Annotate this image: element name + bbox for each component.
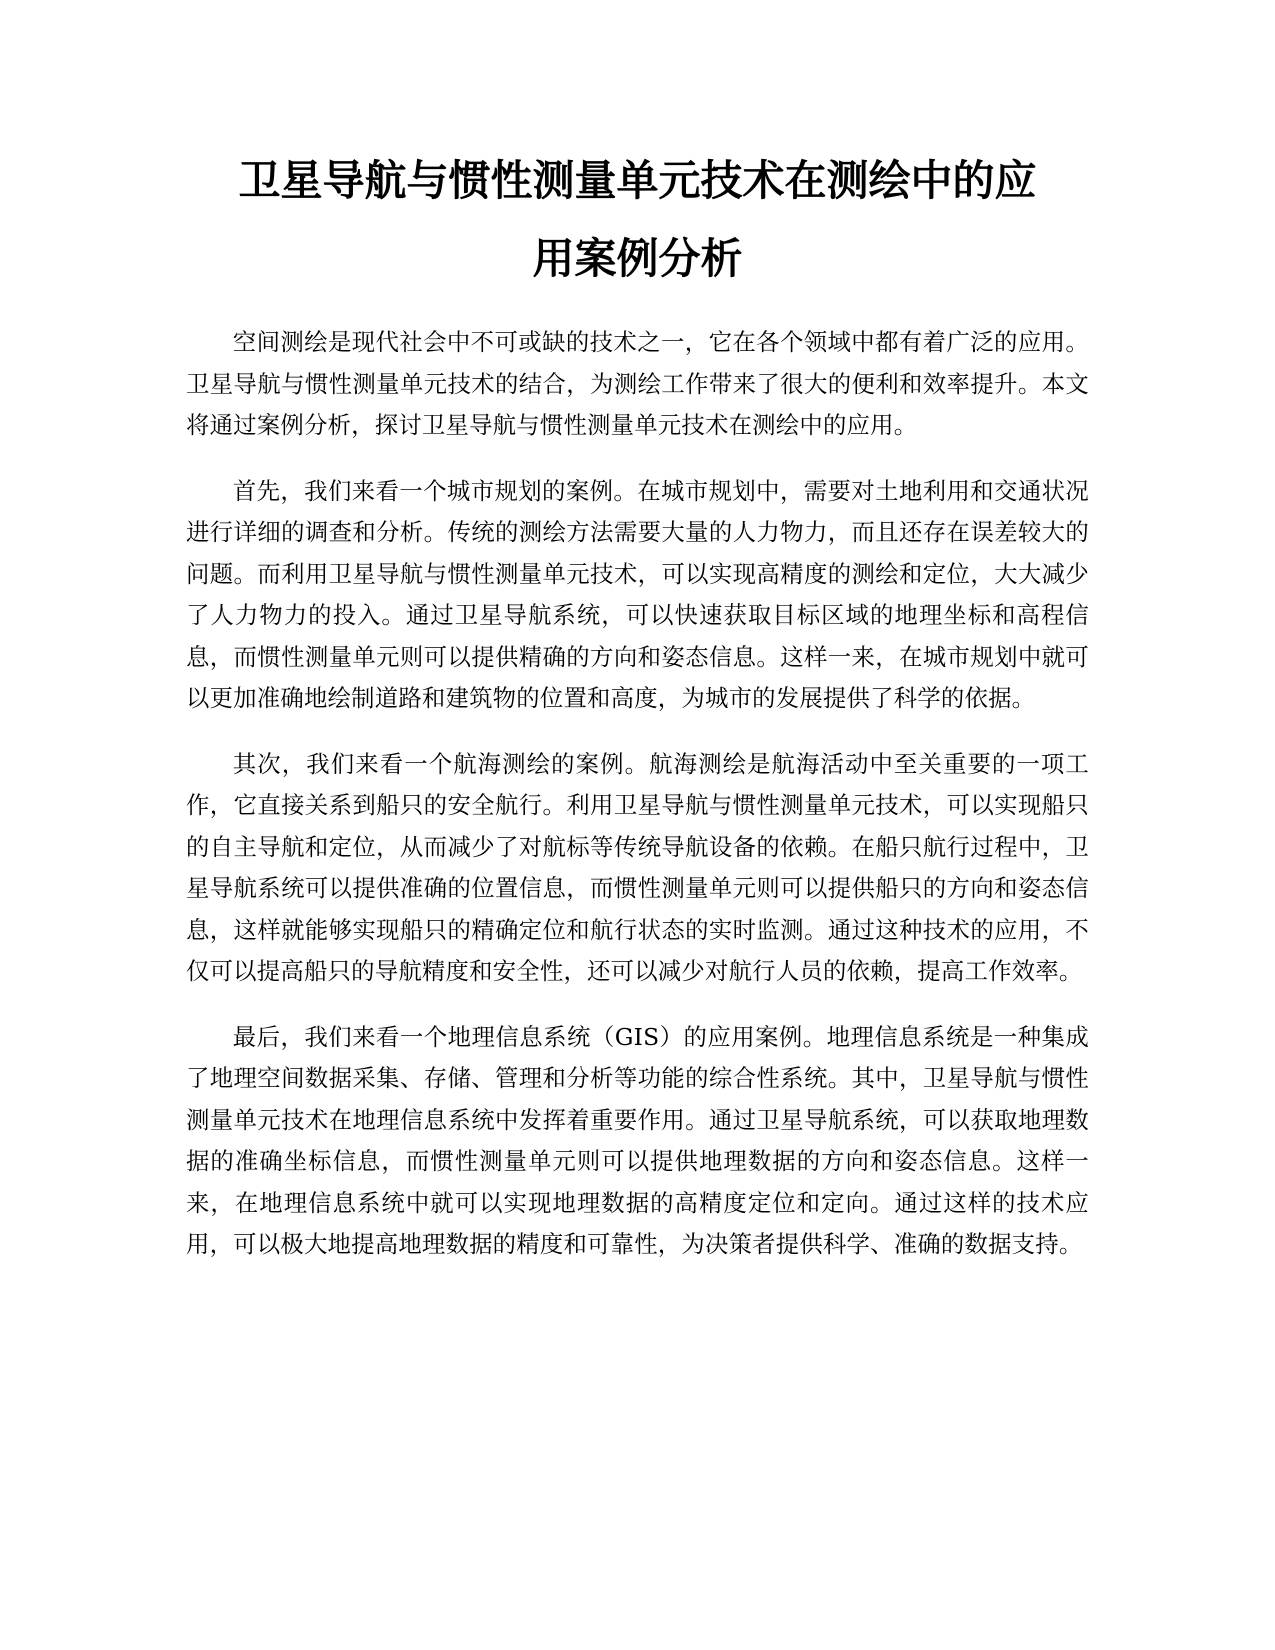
paragraph-gis: 最后，我们来看一个地理信息系统（GIS）的应用案例。地理信息系统是一种集成了地理空间数据采集、存储、管理和分析等功能的综合性系统。其中，卫星导航与惯性测量单元技术在地理信息系统中发挥着重要作用。通过卫星导航系统，可以获取地理数据的准确坐标信息，而惯性测量单元则可以提供地理数据的方向和姿态信息。这样一来，在地理信息系统中就可以实现地理数据的高精度定位和定向。通过这样的技术应用，可以极大地提高地理数据的精度和可靠性，为决策者提供科学、准确的数据支持。 bbox=[186, 1022, 1089, 1258]
paragraph-marine-surveying: 其次，我们来看一个航海测绘的案例。航海测绘是航海活动中至关重要的一项工作，它直接关系到船只的安全航行。利用卫星导航与惯性测量单元技术，可以实现船只的自主导航和定位，从而减少了对航标等传统导航设备的依赖。在船只航行过程中，卫星导航系统可以提供准确的位置信息，而惯性测量单元则可以提供船只的方向和姿态信息，这样就能够实现船只的精确定位和航行状态的实时监测。通过这种技术的应用，不仅可以提高船只的导航精度和安全性，还可以减少对航行人员的依赖，提高工作效率。 bbox=[186, 749, 1089, 985]
paragraph-urban-planning: 首先，我们来看一个城市规划的案例。在城市规划中，需要对土地利用和交通状况进行详细的调查和分析。传统的测绘方法需要大量的人力物力，而且还存在误差较大的问题。而利用卫星导航与惯性测量单元技术，可以实现高精度的测绘和定位，大大减少了人力物力的投入。通过卫星导航系统，可以快速获取目标区域的地理坐标和高程信息，而惯性测量单元则可以提供精确的方向和姿态信息。这样一来，在城市规划中就可以更加准确地绘制道路和建筑物的位置和高度，为城市的发展提供了科学的依据。 bbox=[186, 476, 1089, 712]
document-title bbox=[186, 142, 1089, 298]
title-line-1: 卫星导航与惯性测量单元技术在测绘中的应 bbox=[238, 156, 1037, 205]
document-body bbox=[186, 322, 1089, 1290]
paragraph-intro: 空间测绘是现代社会中不可或缺的技术之一，它在各个领域中都有着广泛的应用。卫星导航与惯性测量单元技术的结合，为测绘工作带来了很大的便利和效率提升。本文将通过案例分析，探讨卫星导航与惯性测量单元技术在测绘中的应用。 bbox=[186, 328, 1089, 439]
title-line-2: 用案例分析 bbox=[532, 234, 743, 283]
